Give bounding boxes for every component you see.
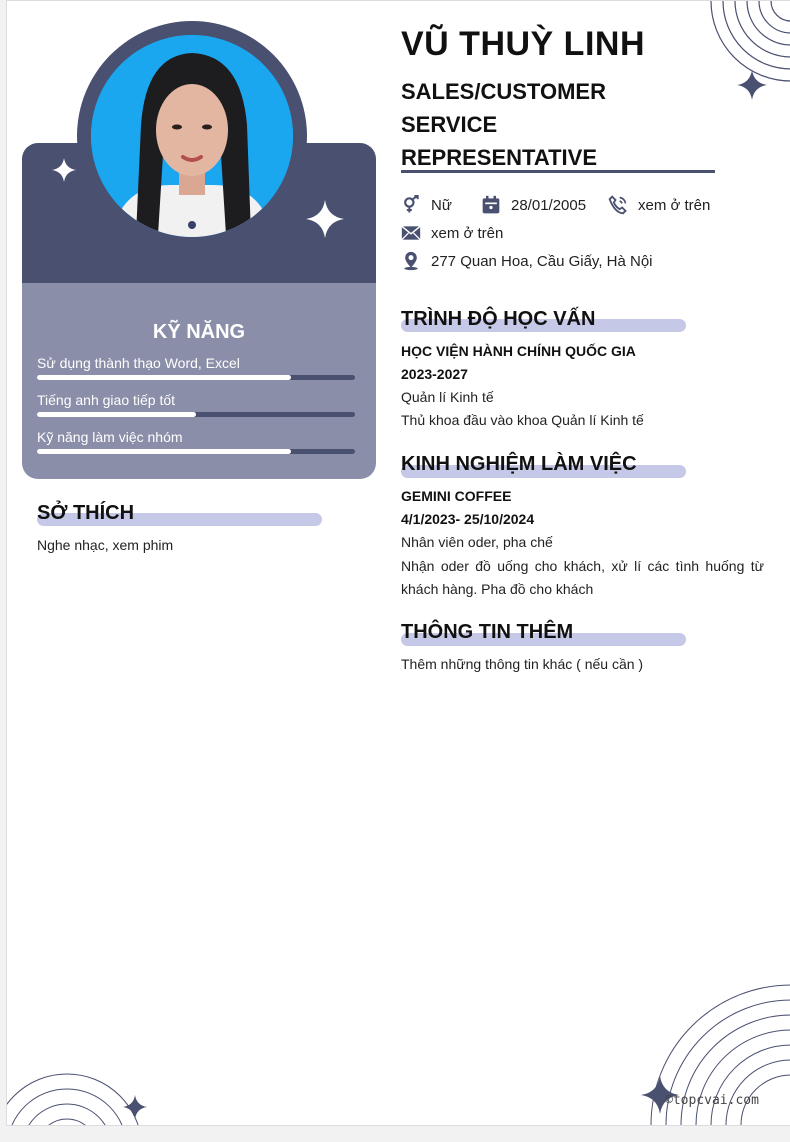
education-note: Thủ khoa đầu vào khoa Quản lí Kinh tế <box>401 412 644 428</box>
sparkle-icon <box>123 1095 147 1119</box>
skill-bar-fill <box>37 449 291 454</box>
contact-dob: 28/01/2005 <box>481 195 586 215</box>
education-major: Quản lí Kinh tế <box>401 389 494 405</box>
envelope-icon <box>401 223 421 243</box>
title-divider <box>401 170 715 173</box>
skill-bar <box>37 449 355 454</box>
contact-email: xem ở trên <box>401 223 503 243</box>
extra-info-heading: THÔNG TIN THÊM <box>401 621 574 643</box>
skill-label: Sử dụng thành thạo Word, Excel <box>37 355 240 371</box>
skill-bar-fill <box>37 412 196 417</box>
experience-company: GEMINI COFFEE <box>401 488 512 504</box>
job-title: SALES/CUSTOMER SERVICE REPRESENTATIVE <box>401 79 606 170</box>
skill-label: Tiếng anh giao tiếp tốt <box>37 392 176 408</box>
contact-phone: xem ở trên <box>608 195 710 215</box>
sparkle-icon <box>52 158 76 182</box>
education-years: 2023-2027 <box>401 366 468 382</box>
extra-info-text: Thêm những thông tin khác ( nếu cần ) <box>401 656 644 672</box>
calendar-icon <box>481 195 501 215</box>
hobbies-text: Nghe nhạc, xem phim <box>37 537 174 553</box>
skills-heading: KỸ NĂNG <box>152 321 246 343</box>
skill-item <box>37 429 355 445</box>
phone-icon <box>608 195 628 215</box>
hobbies-heading: SỞ THÍCH <box>37 502 135 524</box>
skill-bar-fill <box>37 375 291 380</box>
candidate-name: VŨ THUỲ LINH <box>401 25 645 63</box>
experience-heading: KINH NGHIỆM LÀM VIỆC <box>401 453 637 475</box>
cv-page <box>6 0 790 1126</box>
skill-item <box>37 355 355 371</box>
experience-description: Nhận oder đồ uống cho khách, xử lí các tình huống từ khách hàng. Pha đồ cho khách <box>401 558 764 597</box>
location-pin-icon <box>401 251 421 271</box>
experience-role: Nhân viên oder, pha chế <box>401 534 553 550</box>
experience-period: 4/1/2023- 25/10/2024 <box>401 511 535 527</box>
sparkle-icon <box>306 200 344 238</box>
skill-label: Kỹ năng làm việc nhóm <box>37 429 183 445</box>
skill-item <box>37 392 355 408</box>
gender-icon <box>401 195 421 215</box>
contact-gender: Nữ <box>401 195 452 215</box>
contact-address: 277 Quan Hoa, Cầu Giấy, Hà Nội <box>401 251 653 271</box>
watermark: ©topcvai.com <box>665 1093 759 1108</box>
skill-bar <box>37 375 355 380</box>
education-heading: TRÌNH ĐỘ HỌC VẤN <box>401 308 596 330</box>
education-school: HỌC VIỆN HÀNH CHÍNH QUỐC GIA <box>401 343 636 359</box>
skill-bar <box>37 412 355 417</box>
avatar <box>91 35 293 237</box>
sparkle-icon <box>737 70 767 100</box>
